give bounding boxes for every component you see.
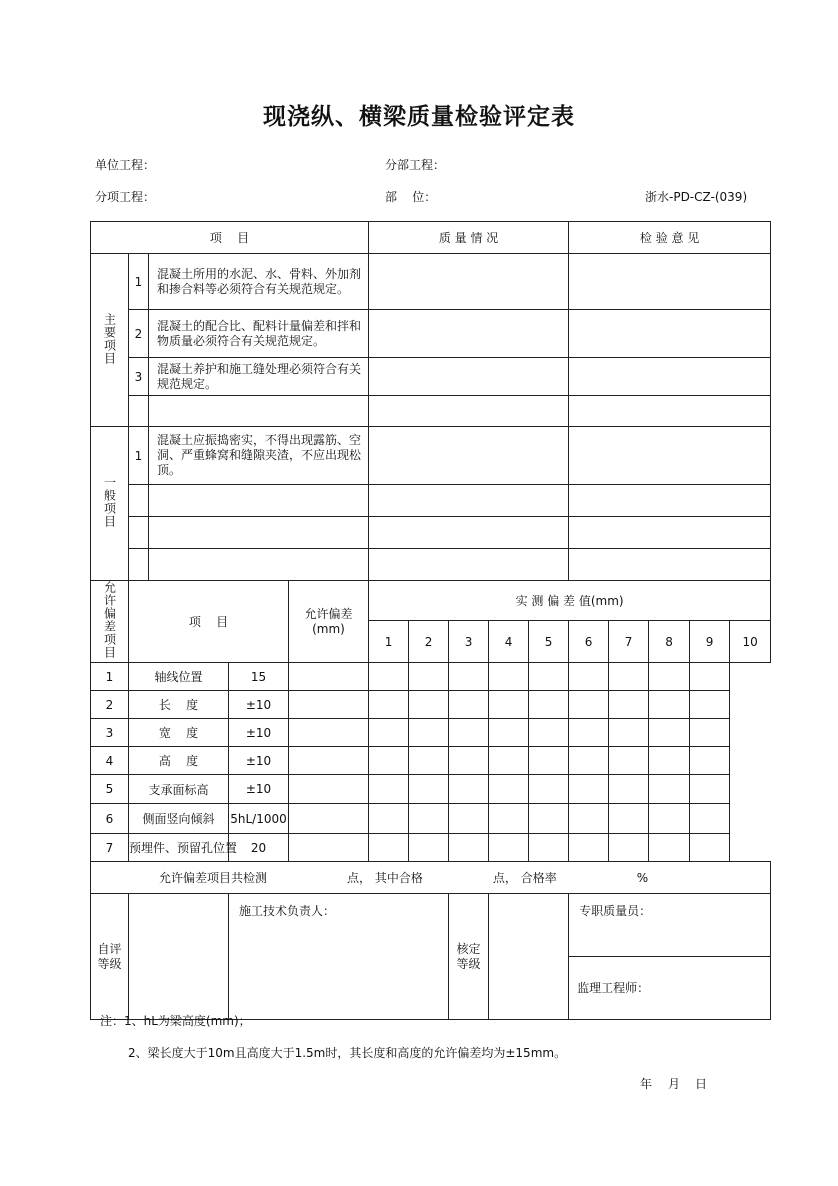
measured-value-cell[interactable]	[489, 747, 529, 775]
quality-cell[interactable]	[369, 396, 569, 427]
tolerance-row-allowed: 20	[229, 834, 289, 862]
tolerance-row-no: 1	[91, 663, 129, 691]
page-title: 现浇纵、横梁质量检验评定表	[263, 104, 575, 130]
tolerance-row-no: 3	[91, 719, 129, 747]
measured-value-cell[interactable]	[449, 804, 489, 834]
measured-value-cell[interactable]	[449, 719, 489, 747]
note-2: 2、梁长度大于10m且高度大于1.5m时，其长度和高度的允许偏差均为±15mm。	[128, 1046, 567, 1060]
measured-value-cell[interactable]	[449, 834, 489, 862]
measured-value-cell[interactable]	[649, 747, 690, 775]
tolerance-row-name: 支承面标高	[129, 775, 229, 804]
measured-value-cell[interactable]	[289, 747, 369, 775]
main-items-label: 主要项目	[91, 254, 129, 427]
note-1: 注：1、hL为梁高度(mm)；	[100, 1014, 251, 1028]
measured-value-cell[interactable]	[690, 775, 730, 804]
measured-value-cell[interactable]	[609, 834, 649, 862]
measure-col-number: 10	[730, 621, 771, 663]
general-item-text: 混凝土应振捣密实，不得出现露筋、空洞、严重蜂窝和缝隙夹渣，不应出现松顶。	[149, 427, 369, 485]
tolerance-row	[91, 804, 771, 834]
measured-value-cell[interactable]	[609, 804, 649, 834]
quality-officer-signature[interactable]: 专职质量员：	[569, 894, 771, 957]
tolerance-row	[91, 663, 771, 691]
empty-no-cell	[129, 549, 149, 581]
opinion-cell[interactable]	[569, 485, 771, 517]
measured-value-cell[interactable]	[489, 804, 529, 834]
tolerance-row-allowed: ±10	[229, 691, 289, 719]
measured-value-cell[interactable]	[289, 804, 369, 834]
item-column-header: 项 目	[91, 222, 369, 254]
measured-value-cell[interactable]	[369, 663, 409, 691]
measure-col-number: 9	[690, 621, 730, 663]
measured-value-cell[interactable]	[489, 834, 529, 862]
general-items-label: 一般项目	[91, 427, 129, 581]
opinion-cell[interactable]	[569, 310, 771, 358]
self-eval-label: 自评 等级	[91, 894, 129, 1020]
tolerance-row-no: 5	[91, 775, 129, 804]
self-eval-grade-cell[interactable]	[129, 894, 229, 1020]
measured-value-cell[interactable]	[649, 834, 690, 862]
tolerance-row	[91, 747, 771, 775]
measured-value-cell[interactable]	[489, 691, 529, 719]
tolerance-row-allowed: ±10	[229, 775, 289, 804]
tolerance-row-allowed: 5hL/1000	[229, 804, 289, 834]
measured-value-cell[interactable]	[690, 804, 730, 834]
empty-no-cell	[129, 485, 149, 517]
form-code: 浙水-PD-CZ-(039)	[645, 190, 748, 204]
measured-value-cell[interactable]	[569, 834, 609, 862]
empty-item-cell	[149, 485, 369, 517]
measured-value-cell[interactable]	[449, 663, 489, 691]
measured-value-cell[interactable]	[649, 663, 690, 691]
inspection-table	[90, 221, 771, 1020]
location-label: 部 位：	[385, 190, 437, 204]
measured-value-cell[interactable]	[649, 719, 690, 747]
measured-value-cell[interactable]	[569, 775, 609, 804]
measured-value-cell[interactable]	[569, 719, 609, 747]
measured-value-cell[interactable]	[449, 691, 489, 719]
measured-value-cell[interactable]	[409, 747, 449, 775]
measured-value-cell[interactable]	[609, 775, 649, 804]
opinion-cell[interactable]	[569, 517, 771, 549]
measure-col-number: 3	[449, 621, 489, 663]
measured-value-cell[interactable]	[649, 691, 690, 719]
measured-value-cell[interactable]	[369, 747, 409, 775]
sub-item-project-label: 分项工程：	[95, 190, 156, 204]
main-item-text: 混凝土养护和施工缝处理必须符合有关规范规定。	[149, 358, 369, 396]
tolerance-row-name: 侧面竖向倾斜	[129, 804, 229, 834]
tolerance-row	[91, 775, 771, 804]
measured-value-cell[interactable]	[289, 719, 369, 747]
measured-deviation-header: 实 测 偏 差 值(mm)	[369, 581, 771, 621]
measure-col-number: 1	[369, 621, 409, 663]
measured-value-cell[interactable]	[569, 691, 609, 719]
measure-col-number: 8	[649, 621, 690, 663]
verify-grade-label: 核定 等级	[449, 894, 489, 1020]
measured-value-cell[interactable]	[649, 775, 690, 804]
tolerance-row-allowed: 15	[229, 663, 289, 691]
tolerance-row-name: 高 度	[129, 747, 229, 775]
main-item-no: 3	[129, 358, 149, 396]
quality-column-header: 质 量 情 况	[369, 222, 569, 254]
measure-col-number: 6	[569, 621, 609, 663]
measure-col-number: 4	[489, 621, 529, 663]
opinion-cell[interactable]	[569, 427, 771, 485]
quality-cell[interactable]	[369, 517, 569, 549]
measured-value-cell[interactable]	[449, 747, 489, 775]
tolerance-row	[91, 719, 771, 747]
measure-col-number: 2	[409, 621, 449, 663]
quality-cell[interactable]	[369, 358, 569, 396]
measured-value-cell[interactable]	[529, 775, 569, 804]
measured-value-cell[interactable]	[369, 834, 409, 862]
tolerance-item-header: 项 目	[129, 581, 289, 663]
measured-value-cell[interactable]	[409, 719, 449, 747]
main-item-text: 混凝土的配合比、配料计量偏差和拌和物质量必须符合有关规范规定。	[149, 310, 369, 358]
opinion-cell[interactable]	[569, 396, 771, 427]
date-year: 年	[640, 1077, 653, 1091]
measured-value-cell[interactable]	[690, 719, 730, 747]
tolerance-row-name: 长 度	[129, 691, 229, 719]
empty-no-cell	[129, 396, 149, 427]
measured-value-cell[interactable]	[369, 719, 409, 747]
date-day: 日	[695, 1077, 708, 1091]
measured-value-cell[interactable]	[449, 775, 489, 804]
tolerance-row-no: 2	[91, 691, 129, 719]
measured-value-cell[interactable]	[609, 747, 649, 775]
measured-value-cell[interactable]	[690, 663, 730, 691]
quality-cell[interactable]	[369, 485, 569, 517]
division-project-label: 分部工程：	[385, 158, 446, 172]
opinion-cell[interactable]	[569, 254, 771, 310]
general-item-no: 1	[129, 427, 149, 485]
measured-value-cell[interactable]	[409, 834, 449, 862]
opinion-column-header: 检 验 意 见	[569, 222, 771, 254]
main-item-no: 2	[129, 310, 149, 358]
measured-value-cell[interactable]	[529, 663, 569, 691]
unit-project-label: 单位工程：	[95, 158, 156, 172]
date-month: 月	[668, 1077, 681, 1091]
quality-cell[interactable]	[369, 254, 569, 310]
tolerance-row-name: 轴线位置	[129, 663, 229, 691]
measured-value-cell[interactable]	[289, 691, 369, 719]
measured-value-cell[interactable]	[690, 747, 730, 775]
empty-item-cell	[149, 517, 369, 549]
main-item-text: 混凝土所用的水泥、水、骨料、外加剂和掺合料等必须符合有关规范规定。	[149, 254, 369, 310]
verify-grade-cell[interactable]	[489, 894, 569, 1020]
tolerance-row-no: 4	[91, 747, 129, 775]
measured-value-cell[interactable]	[649, 804, 690, 834]
tolerance-row-name: 预埋件、预留孔位置	[129, 834, 229, 862]
measured-value-cell[interactable]	[369, 804, 409, 834]
measured-value-cell[interactable]	[489, 719, 529, 747]
measured-value-cell[interactable]	[489, 663, 529, 691]
tolerance-row-no: 7	[91, 834, 129, 862]
measured-value-cell[interactable]	[609, 663, 649, 691]
measured-value-cell[interactable]	[369, 691, 409, 719]
measure-col-number: 7	[609, 621, 649, 663]
quality-cell[interactable]	[369, 549, 569, 581]
measured-value-cell[interactable]	[289, 775, 369, 804]
summary-row: 允许偏差项目共检测 点， 其中合格 点， 合格率 %	[91, 862, 771, 894]
empty-item-cell	[149, 396, 369, 427]
quality-cell[interactable]	[369, 427, 569, 485]
measured-value-cell[interactable]	[529, 719, 569, 747]
empty-no-cell	[129, 517, 149, 549]
measured-value-cell[interactable]	[409, 691, 449, 719]
measured-value-cell[interactable]	[609, 719, 649, 747]
tolerance-row	[91, 691, 771, 719]
measured-value-cell[interactable]	[529, 804, 569, 834]
tolerance-items-label: 允许偏差项目	[91, 581, 129, 663]
main-item-no: 1	[129, 254, 149, 310]
measured-value-cell[interactable]	[369, 775, 409, 804]
supervisor-signature[interactable]: 监理工程师：	[569, 957, 771, 1020]
tolerance-row-allowed: ±10	[229, 719, 289, 747]
opinion-cell[interactable]	[569, 549, 771, 581]
measured-value-cell[interactable]	[529, 834, 569, 862]
tolerance-row-no: 6	[91, 804, 129, 834]
opinion-cell[interactable]	[569, 358, 771, 396]
tolerance-row	[91, 834, 771, 862]
measured-value-cell[interactable]	[569, 804, 609, 834]
measured-value-cell[interactable]	[569, 747, 609, 775]
measured-value-cell[interactable]	[489, 775, 529, 804]
quality-cell[interactable]	[369, 310, 569, 358]
measured-value-cell[interactable]	[569, 663, 609, 691]
measured-value-cell[interactable]	[690, 691, 730, 719]
measured-value-cell[interactable]	[409, 804, 449, 834]
measured-value-cell[interactable]	[409, 663, 449, 691]
measured-value-cell[interactable]	[529, 691, 569, 719]
tech-lead-signature[interactable]: 施工技术负责人：	[229, 894, 449, 1020]
empty-item-cell	[149, 549, 369, 581]
measured-value-cell[interactable]	[690, 834, 730, 862]
measure-col-number: 5	[529, 621, 569, 663]
measured-value-cell[interactable]	[409, 775, 449, 804]
measured-value-cell[interactable]	[289, 834, 369, 862]
tolerance-row-name: 宽 度	[129, 719, 229, 747]
measured-value-cell[interactable]	[529, 747, 569, 775]
measured-value-cell[interactable]	[289, 663, 369, 691]
allowed-deviation-header: 允许偏差 (mm)	[289, 581, 369, 663]
tolerance-row-allowed: ±10	[229, 747, 289, 775]
measured-value-cell[interactable]	[609, 691, 649, 719]
